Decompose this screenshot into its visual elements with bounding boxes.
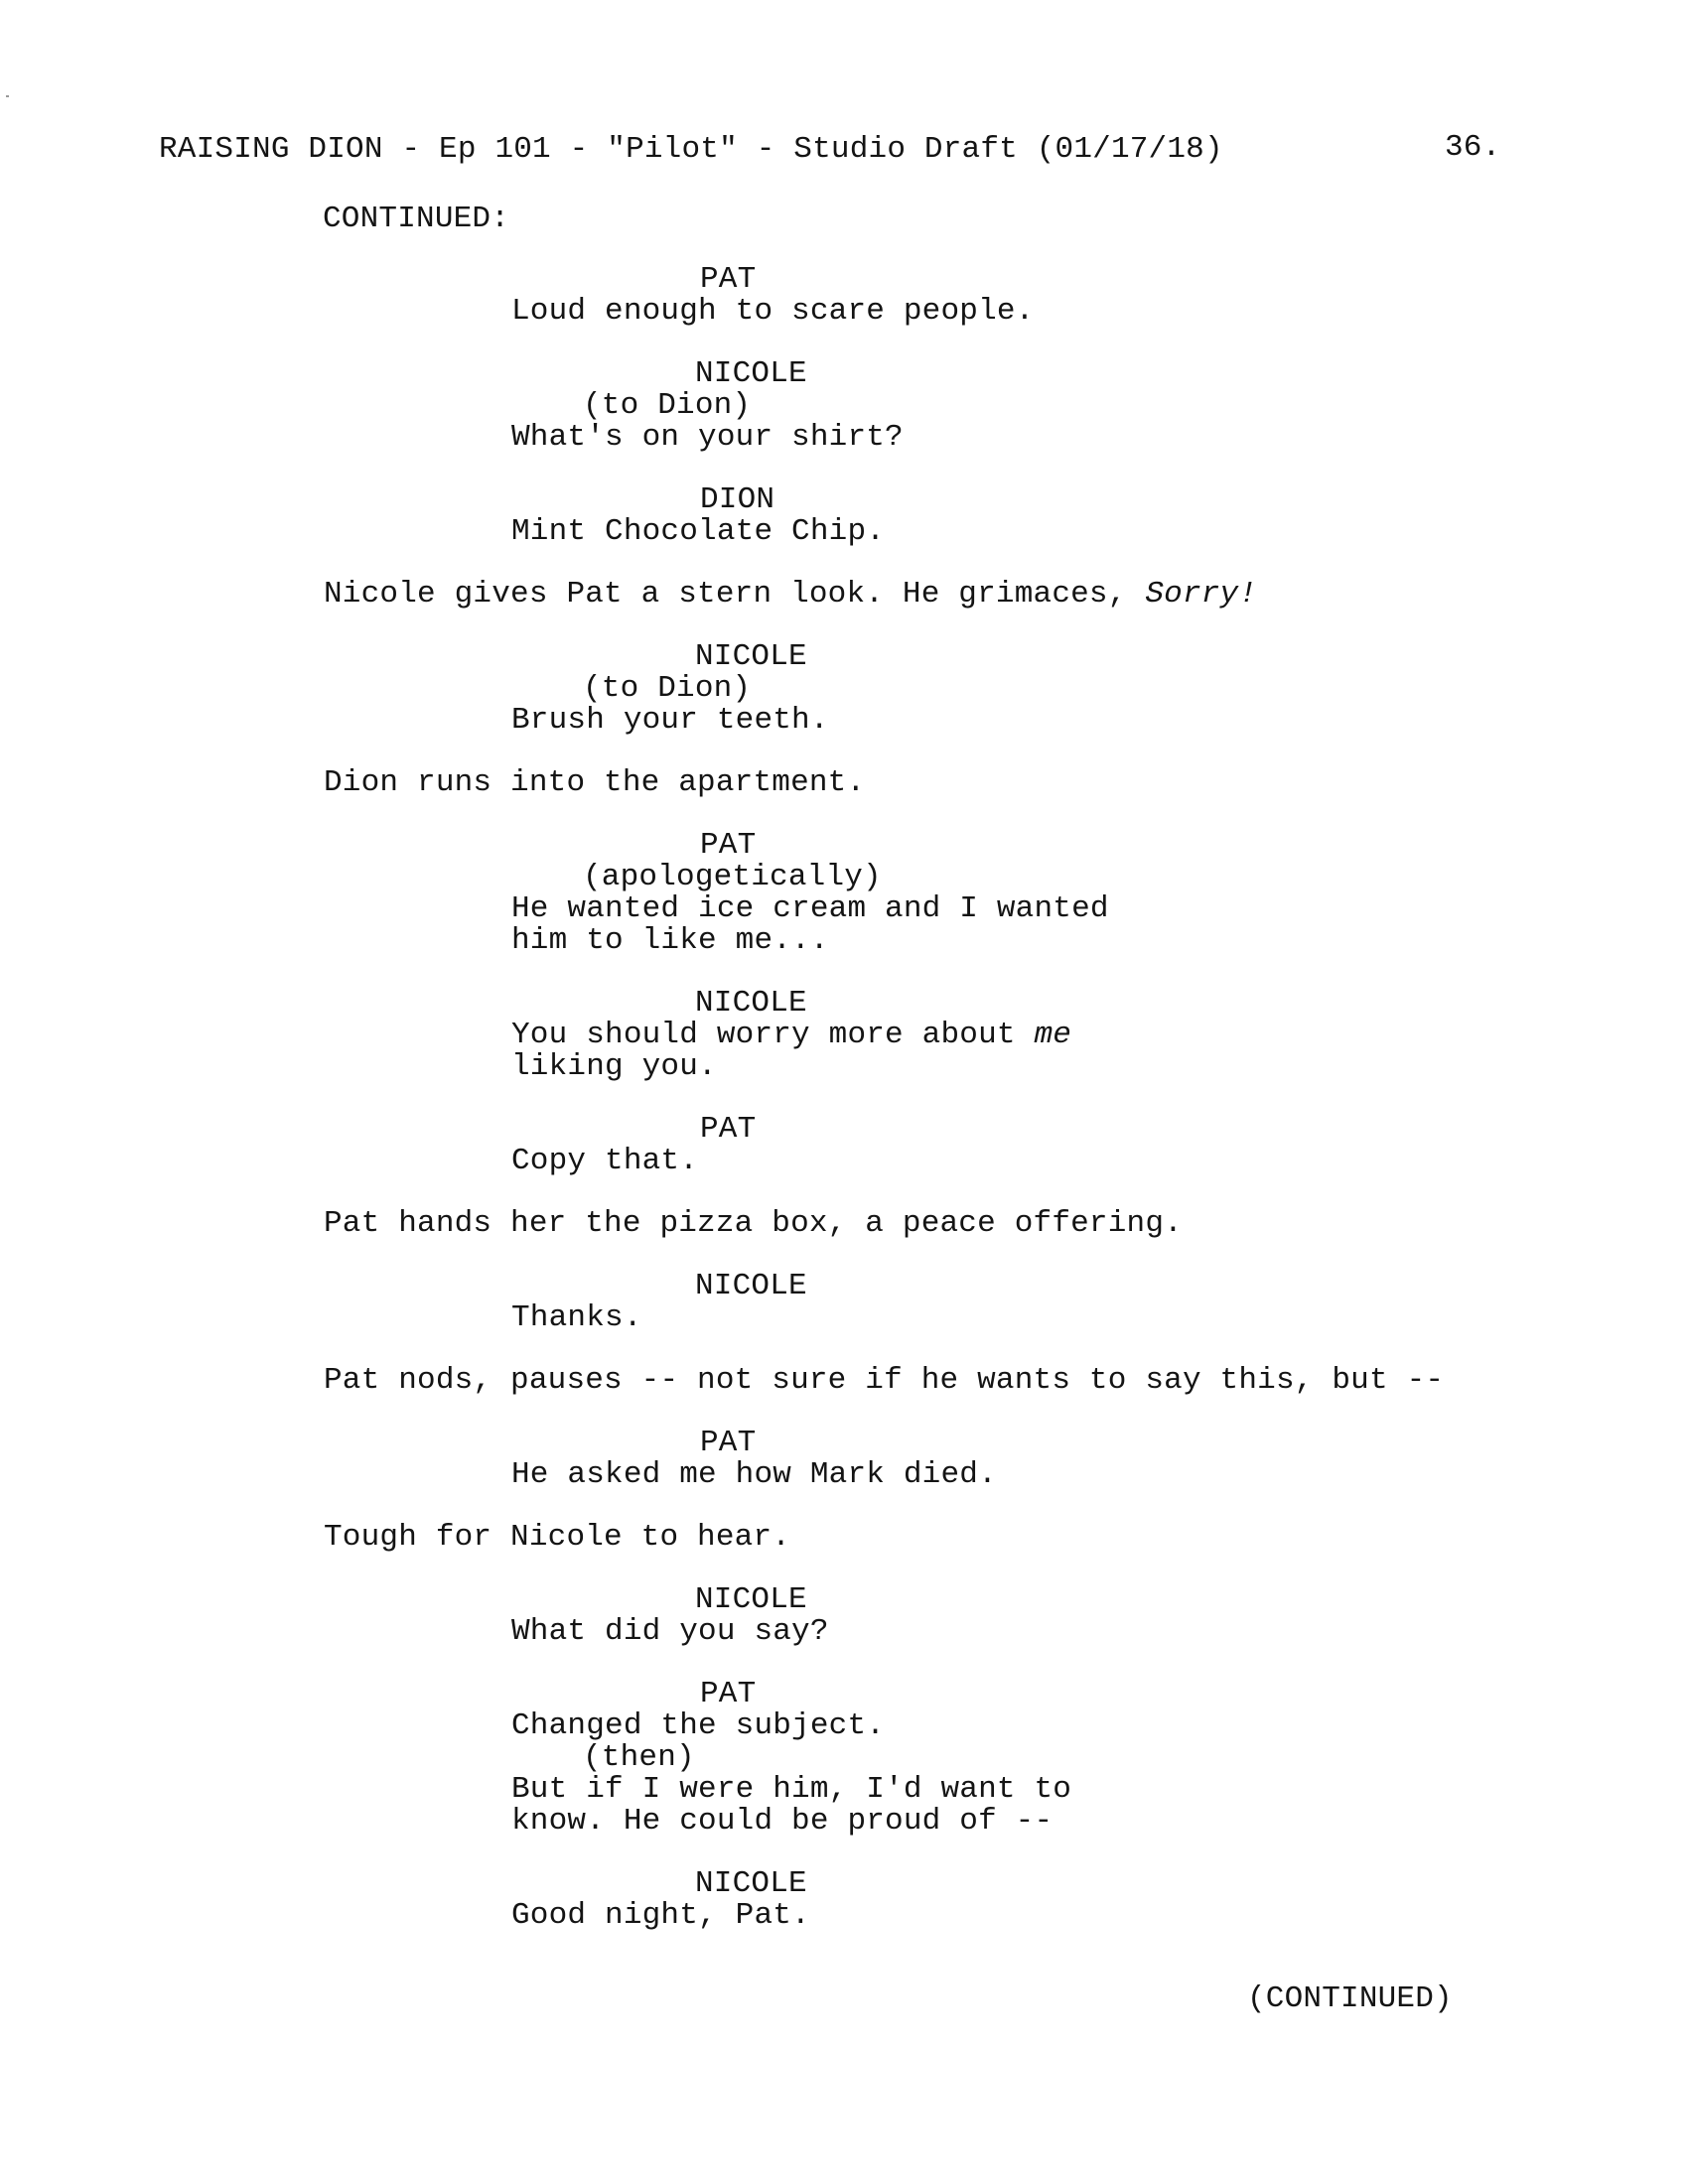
dialogue-line: Loud enough to scare people. (511, 294, 1035, 329)
character-cue: NICOLE (695, 1866, 807, 1901)
dialogue-line (511, 1020, 1071, 1051)
character-cue: NICOLE (695, 1269, 807, 1303)
action-emphasis: Sorry! (1145, 577, 1258, 612)
dialogue-line: He asked me how Mark died. (511, 1457, 997, 1492)
dialogue-line: Good night, Pat. (511, 1898, 810, 1933)
character-cue: NICOLE (695, 356, 807, 391)
action-line (324, 579, 1257, 611)
action-line: Pat nods, pauses -- not sure if he wants to say this, but -- (324, 1363, 1445, 1398)
page-number: 36. (1445, 130, 1501, 165)
action-text: Nicole gives Pat a stern look. He grimaces, (324, 577, 1146, 612)
character-cue: NICOLE (695, 986, 807, 1021)
scan-speck (6, 95, 9, 97)
dialogue-line: He wanted ice cream and I wanted (511, 891, 1109, 926)
page-header-title: RAISING DION - Ep 101 - "Pilot" - Studio Draft (01/17/18) (159, 132, 1223, 167)
dialogue-line: But if I were him, I'd want to (511, 1772, 1072, 1807)
character-cue: PAT (700, 1112, 757, 1147)
dialogue-line: Changed the subject. (511, 1708, 886, 1743)
continued-top: CONTINUED: (323, 202, 510, 236)
character-cue: NICOLE (695, 639, 807, 674)
character-cue: PAT (700, 262, 757, 297)
character-cue: PAT (700, 1426, 757, 1460)
parenthetical: (then) (583, 1740, 695, 1775)
dialogue-line: liking you. (511, 1049, 717, 1084)
character-cue: NICOLE (695, 1582, 807, 1617)
dialogue-emphasis: me (1034, 1018, 1072, 1052)
action-line: Dion runs into the apartment. (324, 765, 866, 800)
action-line: Pat hands her the pizza box, a peace offering. (324, 1206, 1183, 1241)
character-cue: PAT (700, 1677, 757, 1711)
dialogue-text: You should worry more about (511, 1018, 1035, 1052)
dialogue-line: What's on your shirt? (511, 420, 904, 455)
dialogue-line: know. He could be proud of -- (511, 1804, 1054, 1839)
action-line: Tough for Nicole to hear. (324, 1520, 791, 1555)
dialogue-line: What did you say? (511, 1614, 829, 1649)
parenthetical: (to Dion) (583, 671, 752, 706)
dialogue-line: him to like me... (511, 923, 829, 958)
character-cue: DION (700, 482, 775, 517)
dialogue-line: Thanks. (511, 1300, 642, 1335)
dialogue-line: Mint Chocolate Chip. (511, 514, 886, 549)
dialogue-line: Copy that. (511, 1144, 699, 1178)
character-cue: PAT (700, 828, 757, 863)
parenthetical: (apologetically) (583, 860, 882, 894)
dialogue-line: Brush your teeth. (511, 703, 829, 738)
continued-bottom: (CONTINUED) (1247, 1981, 1453, 2016)
parenthetical: (to Dion) (583, 388, 752, 423)
